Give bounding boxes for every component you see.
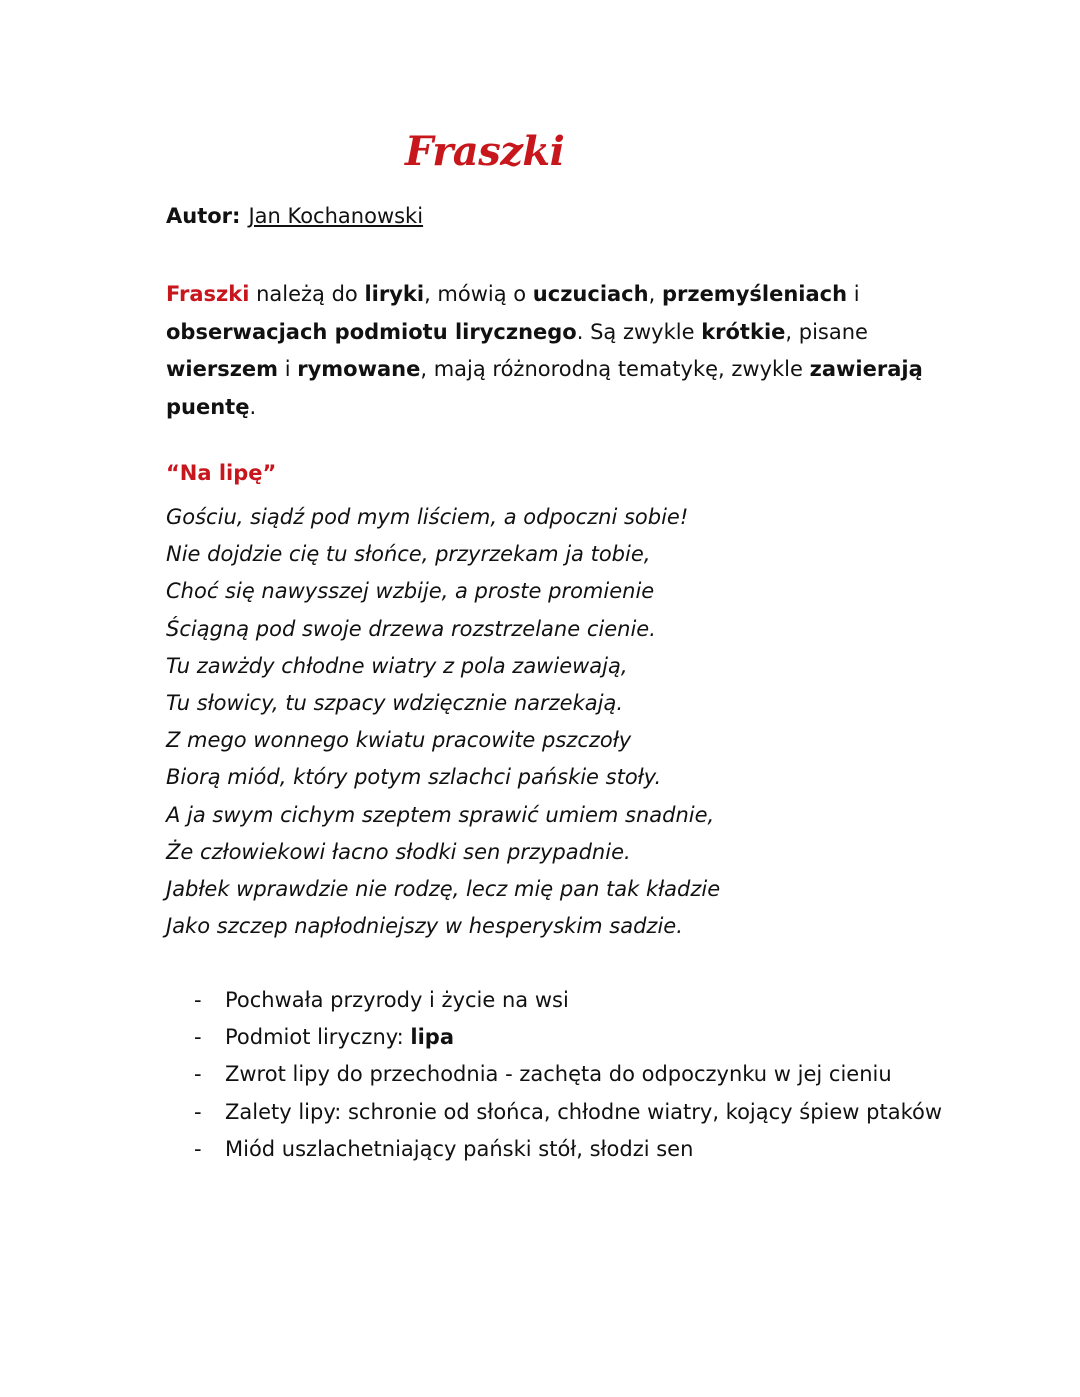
- poem-line: Jabłek wprawdzie nie rodzę, lecz mię pan tak kładzie: [166, 877, 721, 902]
- poem-line: Biorą miód, który potym szlachci pańskie stoły.: [166, 765, 662, 790]
- intro-bold: liryki: [364, 282, 425, 306]
- list-item: [166, 982, 946, 1019]
- intro-term-fraszki: Fraszki: [166, 282, 250, 306]
- author-name: Jan Kochanowski: [248, 204, 424, 228]
- intro-bold: zawierają puentę: [166, 357, 923, 419]
- poem-line: A ja swym cichym szeptem sprawić umiem snadnie,: [166, 802, 715, 827]
- list-item-text: Pochwała przyrody i życie na wsi: [225, 988, 569, 1012]
- intro-bold: rymowane: [297, 357, 421, 381]
- intro-bold: uczuciach: [532, 282, 649, 306]
- list-item-text: Zwrot lipy do przechodnia - zachęta do odpoczynku w jej cieniu: [225, 1062, 892, 1087]
- poem-line: Ściągną pod swoje drzewa rozstrzelane cienie.: [166, 616, 656, 641]
- poem-line: Choć się nawysszej wzbije, a proste promienie: [166, 579, 655, 604]
- list-item: [166, 1131, 946, 1168]
- poem-title: “Na lipę”: [166, 461, 277, 485]
- intro-bold: przemyśleniach: [661, 282, 848, 306]
- list-item-text: Miód uszlachetniający pański stół, słodzi sen: [225, 1136, 694, 1161]
- intro-text: , mają różnorodną tematykę, zwykle: [420, 357, 810, 381]
- list-item-text: Zalety lipy: schronie od słońca, chłodne wiatry, kojący śpiew ptaków: [225, 1099, 943, 1124]
- list-item: [166, 1056, 946, 1093]
- poem-line: Gościu, siądź pod mym liściem, a odpoczni sobie!: [166, 505, 689, 529]
- list-item: [166, 1019, 946, 1056]
- dash-bullet: -: [194, 1025, 202, 1050]
- intro-text: i: [847, 282, 860, 306]
- poem-line: Jako szczep napłodniejszy w hesperyskim sadzie.: [166, 914, 683, 939]
- intro-bold: wierszem: [166, 357, 279, 381]
- intro-text: , mówią o: [424, 282, 533, 306]
- poem-text: [166, 499, 966, 945]
- intro-text: należą do: [249, 282, 365, 306]
- author-label: Autor:: [166, 204, 241, 228]
- poem-line: Z mego wonnego kwiatu pracowite pszczoły: [166, 728, 632, 753]
- poem-line: Że człowiekowi łacno słodki sen przypadnie.: [166, 839, 631, 864]
- intro-paragraph: [166, 276, 926, 426]
- list-item-text: Podmiot liryczny:: [225, 1025, 411, 1050]
- dash-bullet: -: [194, 1062, 202, 1087]
- intro-text: ,: [648, 282, 662, 306]
- intro-bold: obserwacjach podmiotu lirycznego: [166, 319, 577, 344]
- intro-text: , pisane: [785, 319, 868, 344]
- intro-text: i: [278, 357, 298, 381]
- notes-list: [166, 982, 946, 1168]
- intro-text: .: [249, 394, 257, 419]
- dash-bullet: -: [194, 988, 202, 1012]
- list-item-bold: lipa: [410, 1025, 455, 1050]
- intro-text: . Są zwykle: [576, 319, 702, 344]
- dash-bullet: -: [194, 1099, 202, 1124]
- dash-bullet: -: [194, 1136, 202, 1161]
- poem-line: Tu zawżdy chłodne wiatry z pola zawiewają,: [166, 653, 628, 678]
- poem-line: Tu słowicy, tu szpacy wdzięcznie narzekają.: [166, 691, 624, 716]
- page-title: Fraszki: [405, 128, 565, 175]
- poem-line: Nie dojdzie cię tu słońce, przyrzekam ja tobie,: [166, 542, 651, 567]
- list-item: [166, 1094, 946, 1131]
- author-line: [166, 204, 423, 228]
- intro-bold: krótkie: [701, 319, 786, 344]
